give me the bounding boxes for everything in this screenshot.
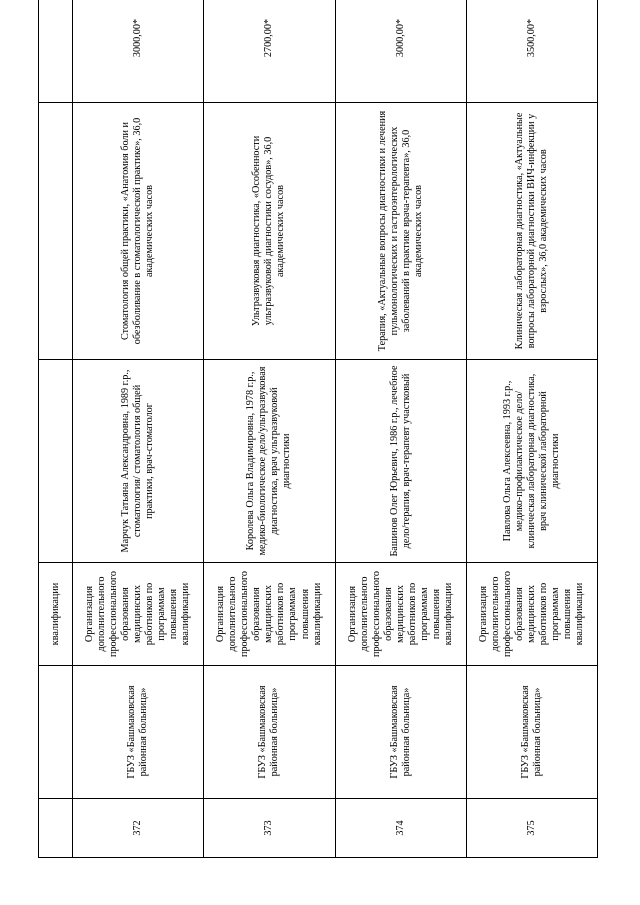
- program-description: Клиническая лабораторная диагностика, «Актуальные вопросы лабораторной диагностики ВИЧ-инфекции у взрослых», 36,0 академических часов: [466, 103, 597, 360]
- cell-type-continuation: квалификации: [39, 563, 73, 666]
- table-row: [73, 0, 204, 858]
- price: 2700,00*: [204, 0, 335, 103]
- program-description: Терапия, «Актуальные вопросы диагностики и лечения пульмонологических и гастроэнтерологических заболеваний в практике врача-терапевта», 36,0 академических часов: [335, 103, 466, 360]
- price: 3500,00*: [466, 0, 597, 103]
- activity-type: Организация дополнительного профессионального образования медицинских работников по программам повышения квалификации: [73, 563, 204, 666]
- activity-type: Организация дополнительного профессионального образования медицинских работников по программам повышения квалификации: [466, 563, 597, 666]
- activity-type: Организация дополнительного профессионального образования медицинских работников по программам повышения квалификации: [204, 563, 335, 666]
- row-number: 374: [335, 799, 466, 858]
- table-row: [335, 0, 466, 858]
- organization-name: ГБУЗ «Башмаковская районная больница»: [73, 666, 204, 799]
- program-description: Ультразвуковая диагностика, «Особенности ультразвуковой диагностики сосудов», 36,0 академических часов: [204, 103, 335, 360]
- row-number: 373: [204, 799, 335, 858]
- activity-type: Организация дополнительного профессионального образования медицинских работников по программам повышения квалификации: [335, 563, 466, 666]
- organization-name: ГБУЗ «Башмаковская районная больница»: [466, 666, 597, 799]
- specialist-info: Марчук Татьяна Александровна, 1989 г.р., стоматология/ стоматология общей практики, врач-стоматолог: [73, 360, 204, 563]
- cell-blank: [39, 666, 73, 799]
- price: 3000,00*: [73, 0, 204, 103]
- specialist-info: Башинов Олег Юрьевич, 1986 г.р., лечебное дело/терапия, врач-терапевт участковый: [335, 360, 466, 563]
- organization-name: ГБУЗ «Башмаковская районная больница»: [335, 666, 466, 799]
- provider-register-table: [38, 0, 598, 858]
- table-row: [466, 0, 597, 858]
- table-row: [204, 0, 335, 858]
- specialist-info: Королева Ольга Владимировна, 1978 г.р., медико-биологическое дело/ультразвуковая диагностика, врач ультразвуковой диагностики: [204, 360, 335, 563]
- continued-header-row: [39, 0, 73, 858]
- row-number: 372: [73, 799, 204, 858]
- specialist-info: Павлова Ольга Алексеевна, 1993 г.р., медико-профилактическое дело/ клиническая лабораторная диагностика, врач клинической лабораторной диагностики: [466, 360, 597, 563]
- cell-blank: [39, 103, 73, 360]
- cell-blank: [39, 0, 73, 103]
- row-number: 375: [466, 799, 597, 858]
- price: 3000,00*: [335, 0, 466, 103]
- program-description: Стоматология общей практики, «Анатомия боли и обезболивание в стоматологической практике», 36,0 академических часов: [73, 103, 204, 360]
- cell-blank: [39, 360, 73, 563]
- rotated-table-container: [38, 18, 598, 858]
- organization-name: ГБУЗ «Башмаковская районная больница»: [204, 666, 335, 799]
- cell-blank: [39, 799, 73, 858]
